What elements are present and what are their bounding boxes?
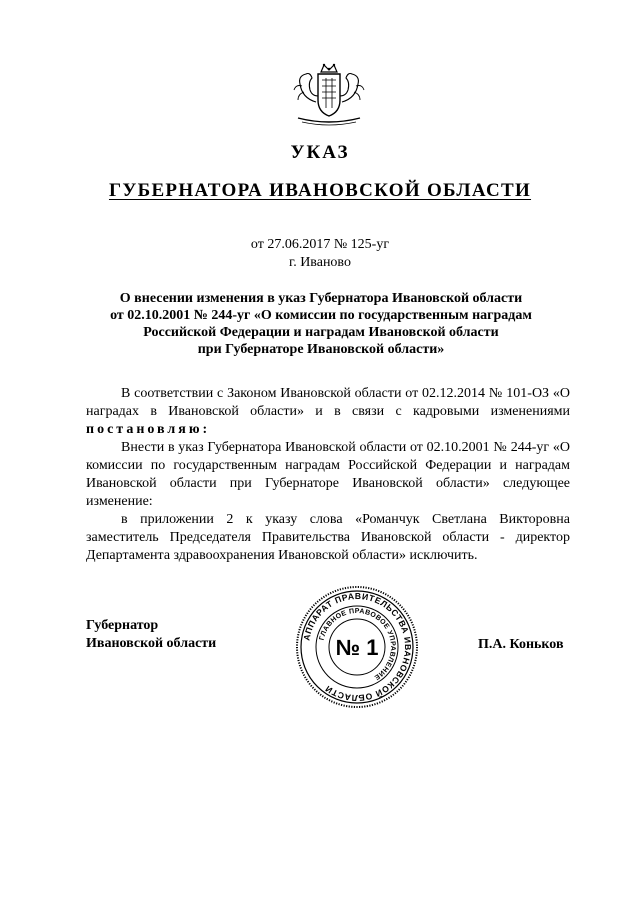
subject-line: от 02.10.2001 № 244-уг «О комиссии по государственным наградам xyxy=(110,308,532,323)
paragraph-2: Внести в указ Губернатора Ивановской области от 02.10.2001 № 244-уг «О комиссии по государственным наградам Российской Федерации и наградам Ивановской области при Губернаторе Ивановской области» следующее изменение: xyxy=(86,440,570,509)
document-issuer: ГУБЕРНАТОРА ИВАНОВСКОЙ ОБЛАСТИ xyxy=(108,180,532,201)
subject-line: Российской Федерации и наградам Ивановской области xyxy=(143,325,499,340)
subject-heading xyxy=(86,290,556,358)
subject-line: при Губернаторе Ивановской области» xyxy=(197,342,445,357)
position-line: Губернатор xyxy=(86,618,159,633)
coat-of-arms-icon xyxy=(288,62,370,128)
city: г. Иваново xyxy=(289,255,351,270)
decree-word: постановляю: xyxy=(86,422,211,437)
signatory-name: П.А. Коньков xyxy=(478,637,564,652)
document-body xyxy=(86,385,570,565)
signatory-position xyxy=(86,617,216,653)
paragraph-1-text: В соответствии с Законом Ивановской области от 02.12.2014 № 101-ОЗ «О наградах в Ивановской области» и в связи с кадровыми изменениями xyxy=(86,386,570,419)
paragraph-1 xyxy=(86,385,570,439)
document-title: УКАЗ xyxy=(290,142,350,163)
date-number: от 27.06.2017 № 125-уг xyxy=(250,237,390,252)
official-stamp xyxy=(295,585,419,709)
stamp-outer-text: АППАРАТ ПРАВИТЕЛЬСТВА ИВАНОВСКОЙ ОБЛАСТИ xyxy=(301,590,414,704)
stamp-inner-text: ГЛАВНОЕ ПРАВОВОЕ УПРАВЛЕНИЕ xyxy=(318,607,397,681)
subject-line: О внесении изменения в указ Губернатора Ивановской области xyxy=(119,291,523,306)
paragraph-3: в приложении 2 к указу слова «Романчук Светлана Викторовна заместитель Председателя Правительства Ивановской области - директор Департамента здравоохранения Ивановской области» исключить. xyxy=(86,512,570,563)
position-line: Ивановской области xyxy=(86,636,217,651)
stamp-number: № 1 xyxy=(335,635,379,660)
